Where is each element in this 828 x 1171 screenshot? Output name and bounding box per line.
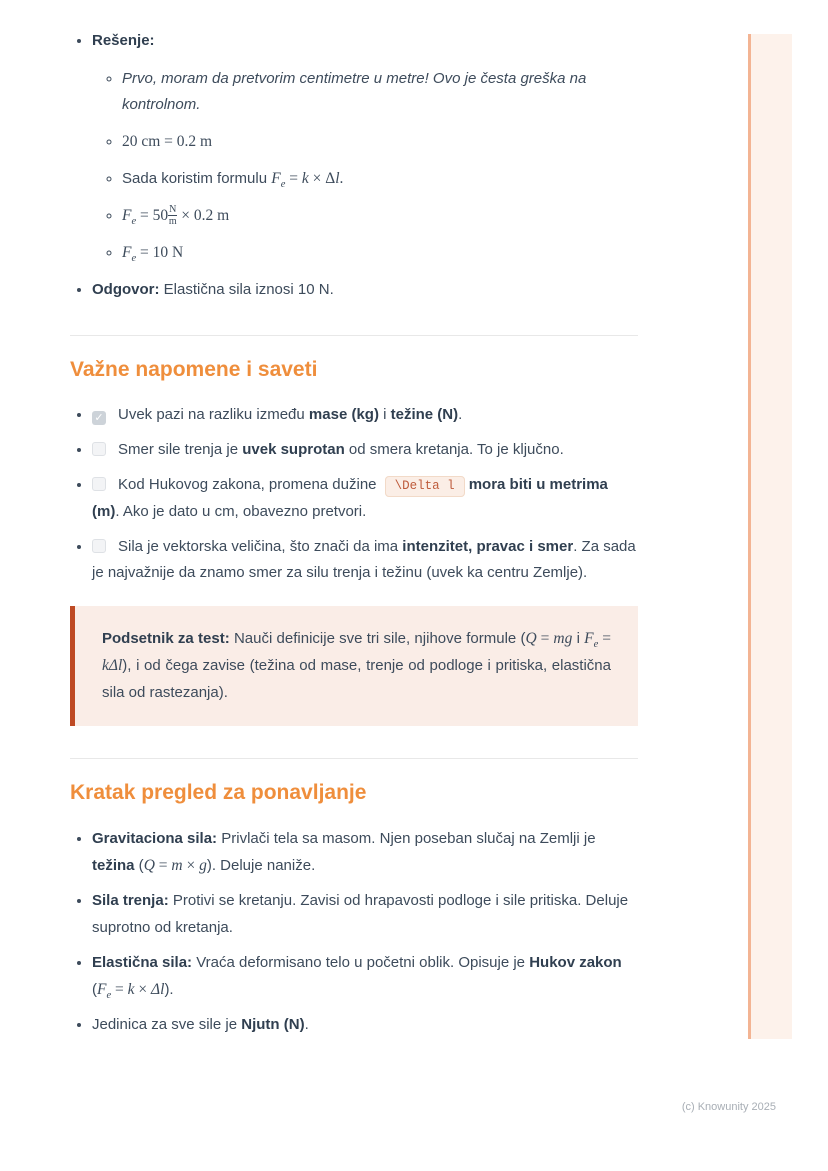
item-bold: intenzitet, pravac i smer [402, 538, 574, 555]
test-reminder-callout [70, 606, 638, 726]
checkbox-checked[interactable] [92, 411, 106, 425]
solution-step-conversion [122, 129, 638, 155]
checklist-item [92, 534, 638, 586]
notes-checklist [70, 402, 638, 586]
step-note-text: Prvo, moram da pretvorim centimetre u metre! Ovo je česta greška na kontrolnom. [122, 70, 587, 113]
checklist-item [92, 402, 638, 428]
summary-item [92, 825, 638, 879]
check-icon: ✓ [94, 412, 104, 424]
item-bold: mase (kg) [308, 406, 379, 423]
answer-text: Elastična sila iznosi 10 N. [159, 281, 334, 298]
formula-math: $F_e = k \times \Delta l$. [271, 170, 344, 191]
summary-section-heading: Kratak pregled za ponavljanje [70, 781, 367, 804]
summary-item [92, 1011, 638, 1038]
formula-intro: Sada koristim formulu [122, 170, 272, 187]
callout-math-q: Q = mg [525, 630, 573, 647]
item-text: ( [92, 981, 97, 998]
checkbox-unchecked[interactable] [92, 539, 106, 553]
item-bold: Njutn (N) [241, 1016, 305, 1033]
item-text: Jedinica za sve sile je [92, 1016, 242, 1033]
item-text: Uvek pazi na razliku između [118, 406, 309, 423]
solution-step-formula [122, 166, 638, 192]
answer-label: Odgovor: [92, 281, 160, 298]
solution-step-note [122, 66, 638, 118]
item-bold: Elastična sila: [92, 954, 193, 971]
checkbox-unchecked[interactable] [92, 477, 106, 491]
item-bold: mora biti u metrima (m) [92, 476, 608, 520]
checkbox-unchecked[interactable] [92, 442, 106, 456]
summary-item [92, 949, 638, 1003]
solution-step-calc [122, 203, 638, 229]
callout-text: ), i od čega zavise (težina od mase, trenje od podloge i pritiska, elastična sila od rastezanja). [102, 657, 611, 701]
item-text: i [378, 406, 391, 423]
notes-section-heading: Važne napomene i saveti [70, 358, 318, 381]
callout-text: i [572, 630, 585, 647]
solution-list [70, 28, 638, 303]
solution-steps [92, 66, 638, 266]
item-text: Protivi se kretanju. Zavisi od hrapavosti podloge i sile pritiska. Deluje suprotno od kretanja. [92, 892, 629, 936]
document-content [70, 28, 638, 1046]
item-text: ). [164, 981, 174, 998]
item-text: Vraća deformisano telo u početni oblik. Opisuje je [192, 954, 530, 971]
checklist-item [92, 472, 638, 525]
item-text: ). Deluje naniže. [206, 857, 316, 874]
summary-math-hooke: $F_e = k \times \Delta l$ [97, 981, 165, 1002]
item-text: . Ako je dato u cm, obavezno pretvori. [115, 503, 367, 520]
item-bold: težine (N) [390, 406, 459, 423]
answer-item [92, 277, 638, 303]
summary-list [70, 825, 638, 1038]
item-text: Smer sile trenja je [118, 441, 243, 458]
item-bold: Hukov zakon [529, 954, 622, 971]
summary-item [92, 887, 638, 941]
footer-credit: (c) Knowunity 2025 [681, 1101, 776, 1113]
item-text: od smera kretanja. To je ključno. [344, 441, 564, 458]
item-text: Privlači tela sa masom. Njen poseban slučaj na Zemlji je [217, 830, 596, 847]
item-text: Kod Hukovog zakona, promena dužine [118, 476, 381, 493]
item-bold: Sila trenja: [92, 892, 169, 909]
solution-step-result [122, 240, 638, 266]
decorative-side-stripe [748, 34, 792, 1039]
callout-text: Nauči definicije sve tri sile, njihove formule ( [229, 630, 526, 647]
item-text: ( [134, 857, 144, 874]
item-text: Sila je vektorska veličina, što znači da ima [118, 538, 403, 555]
callout-label: Podsetnik za test: [102, 630, 230, 647]
item-text: . Za sada je najvažnije da znamo smer za silu trenja i težinu (uvek ka centru Zemlje). [92, 538, 636, 581]
summary-math-weight: Q = m × g [143, 857, 207, 874]
conversion-math: 20 cm = 0.2 m [122, 133, 213, 150]
solution-label: Rešenje: [92, 32, 155, 49]
solution-item [92, 28, 638, 266]
result-math: $F_e = 10$ N [122, 244, 184, 265]
item-bold: težina [92, 857, 135, 874]
fraction-n-per-m: $\frac{N}{m}$ [168, 203, 177, 227]
item-text: . [304, 1016, 309, 1033]
calc-math: $F_e = 50$ $\frac{N}{m} \times 0.2$ m [122, 203, 230, 228]
item-bold: uvek suprotan [242, 441, 345, 458]
item-text: . [458, 406, 463, 423]
section-divider [70, 758, 638, 759]
callout-math-fe: $F_e = k\Delta l$ [102, 630, 612, 674]
section-divider [70, 335, 638, 336]
checklist-item [92, 437, 638, 463]
item-bold: Gravitaciona sila: [92, 830, 218, 847]
inline-code-delta-l: \Delta l [385, 476, 465, 497]
